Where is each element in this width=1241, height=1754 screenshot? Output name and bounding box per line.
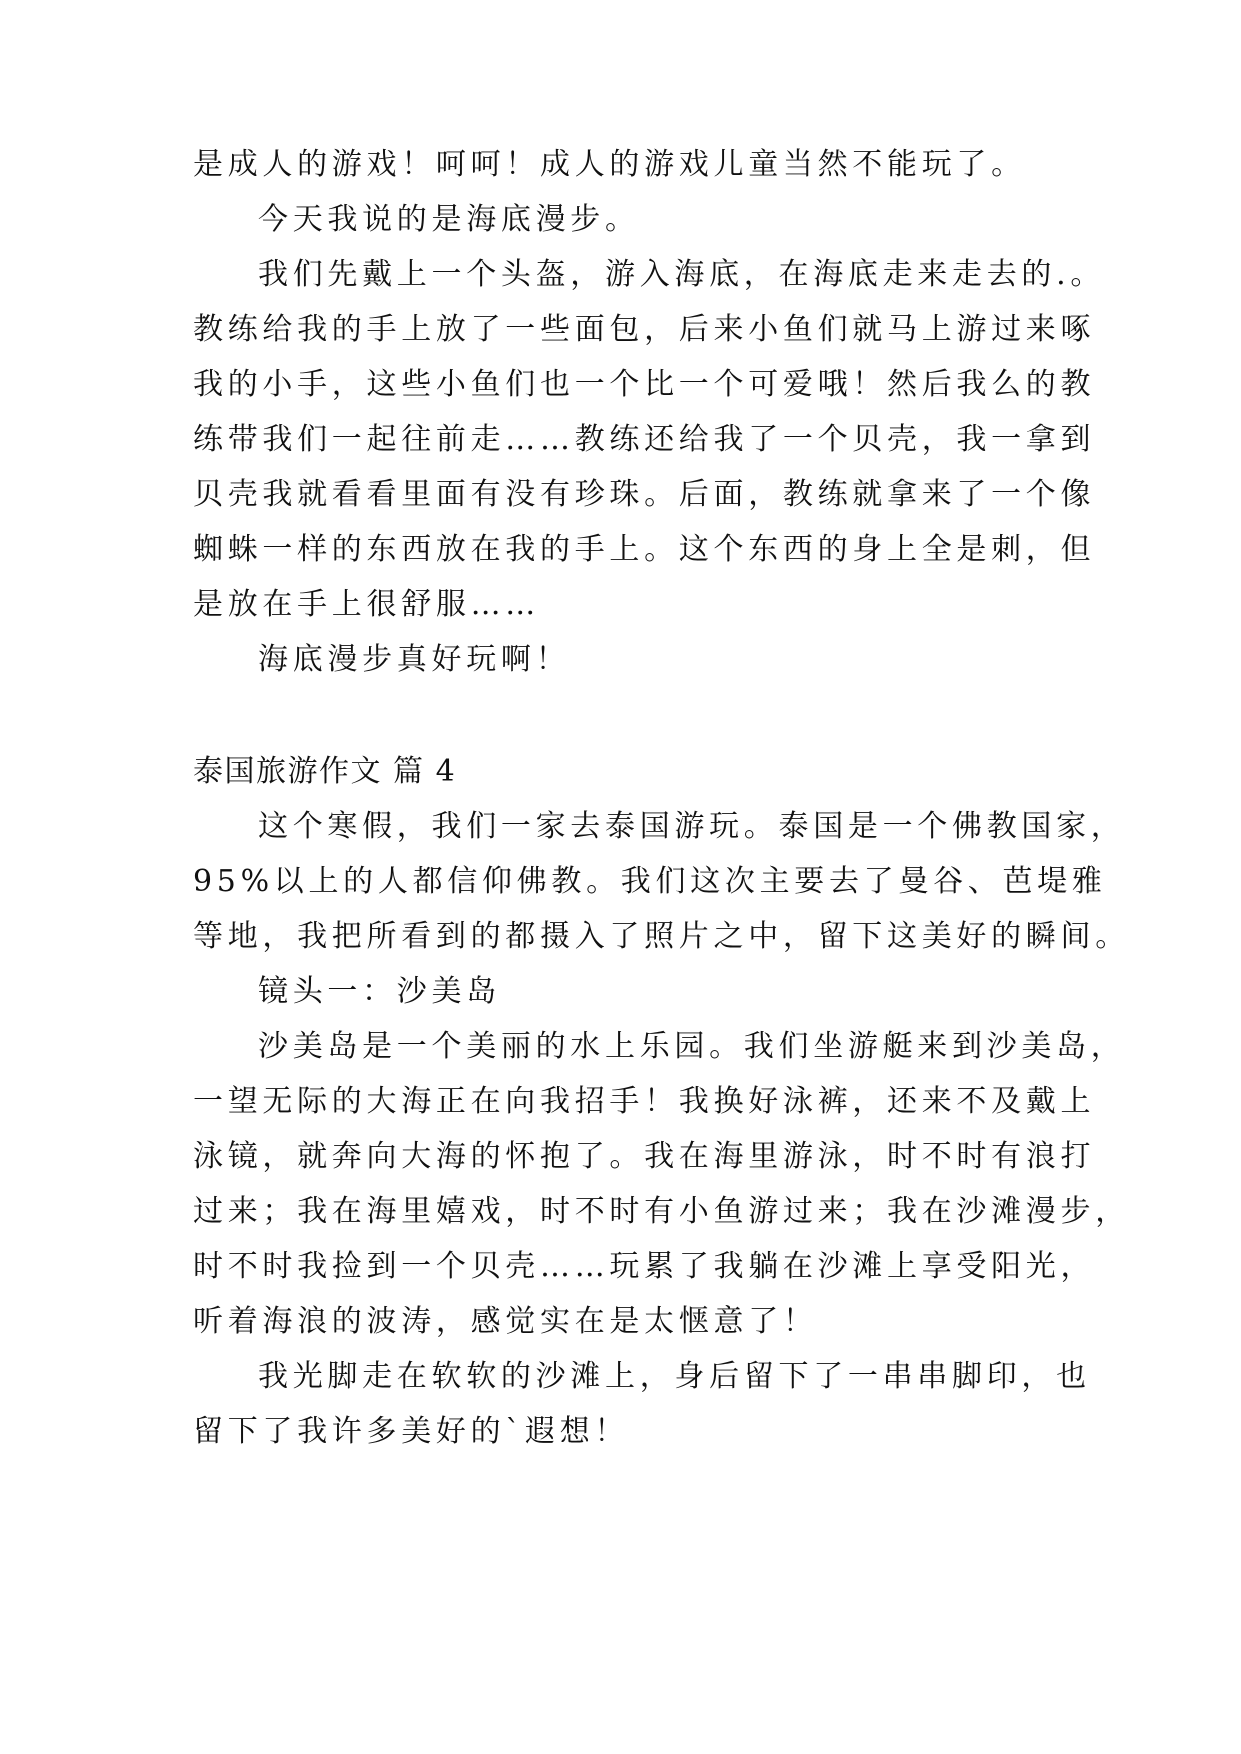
text-line: 我光脚走在软软的沙滩上，身后留下了一串串脚印，也 [258,1359,1091,1394]
text-line: 留下了我许多美好的`遐想！ [193,1414,630,1449]
text-line: 我们先戴上一个头盔，游入海底，在海底走来走去的.。 [258,257,1106,292]
text-line: 练带我们一起往前走……教练还给我了一个贝壳，我一拿到 [193,422,1096,457]
text-line: 听着海浪的波涛，感觉实在是太惬意了！ [193,1304,818,1339]
text-line: 这个寒假，我们一家去泰国游玩。泰国是一个佛教国家， [258,809,1126,844]
text-line: 是放在手上很舒服…… [193,587,540,622]
text-line: 95%以上的人都信仰佛教。我们这次主要去了曼谷、芭堤雅 [193,864,1107,899]
text-line: 泳镜，就奔向大海的怀抱了。我在海里游泳，时不时有浪打 [193,1139,1096,1174]
text-line: 我的小手，这些小鱼们也一个比一个可爱哦！然后我么的教 [193,367,1096,402]
text-line: 等地，我把所看到的都摄入了照片之中，留下这美好的瞬间。 [193,919,1130,954]
text-line: 过来；我在海里嬉戏，时不时有小鱼游过来；我在沙滩漫步， [193,1194,1130,1229]
text-line: 教练给我的手上放了一些面包，后来小鱼们就马上游过来啄 [193,312,1096,347]
text-line: 海底漫步真好玩啊！ [258,642,571,677]
text-line: 沙美岛是一个美丽的水上乐园。我们坐游艇来到沙美岛， [258,1029,1126,1064]
text-line: 一望无际的大海正在向我招手！我换好泳裤，还来不及戴上 [193,1084,1096,1119]
text-line: 贝壳我就看看里面有没有珍珠。后面，教练就拿来了一个像 [193,477,1096,512]
text-line: 时不时我捡到一个贝壳……玩累了我躺在沙滩上享受阳光， [193,1249,1096,1284]
text-line: 是成人的游戏！呵呵！成人的游戏儿童当然不能玩了。 [193,147,1026,182]
text-line: 镜头一：沙美岛 [258,974,501,1009]
section-heading: 泰国旅游作文 篇 4 [193,754,457,789]
text-line: 今天我说的是海底漫步。 [258,202,640,237]
text-line: 蜘蛛一样的东西放在我的手上。这个东西的身上全是刺，但 [193,532,1096,567]
